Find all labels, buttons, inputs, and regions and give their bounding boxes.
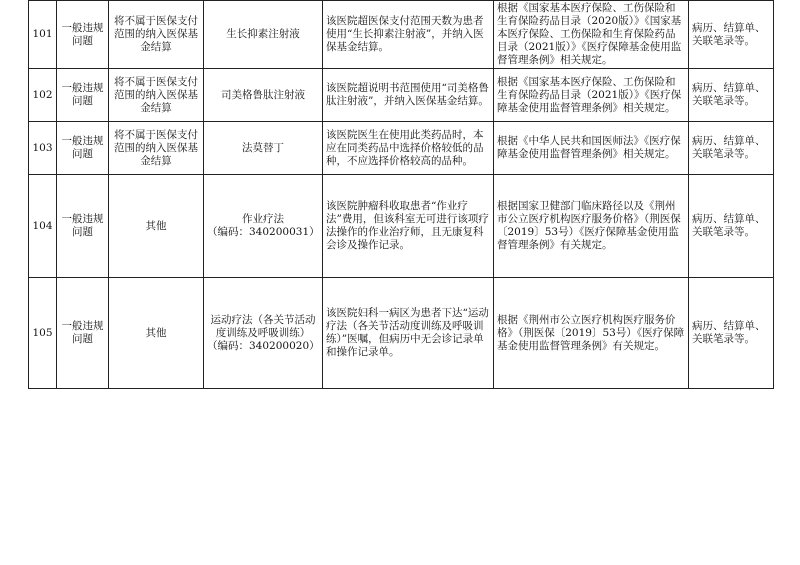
evidence-materials: 病历、结算单、关联笔录等。 — [689, 69, 774, 122]
project-name — [204, 1, 323, 69]
row-number: 105 — [29, 278, 57, 389]
legal-basis: 根据《国家基本医疗保险、工伤保险和生育保险药品目录（2020版）》《国家基本医疗保险、工伤保险和生育保险药品目录（2021版）》《医疗保障基金使用监督管理条例》相关规定。 — [494, 1, 689, 69]
issue-description: 该医院妇科一病区为患者下达“运动疗法（各关节活动度训练及呼吸训练）”医嘱，但病历中无会诊记录单和操作记录单。 — [323, 278, 494, 389]
issue-subtype: 其他 — [109, 278, 204, 389]
violation-table — [28, 0, 774, 389]
issue-subtype: 将不属于医保支付范围的纳入医保基金结算 — [109, 1, 204, 69]
issue-description: 该医院超说明书范围使用“司美格鲁肽注射液”，并纳入医保基金结算。 — [323, 69, 494, 122]
legal-basis: 根据《中华人民共和国医师法》《医疗保障基金使用监督管理条例》相关规定。 — [494, 122, 689, 175]
legal-basis: 根据《荆州市公立医疗机构医疗服务价格》（荆医保〔2019〕53号）《医疗保障基金使用监督管理条例》有关规定。 — [494, 278, 689, 389]
project-name — [204, 122, 323, 175]
project-line: 作业疗法 — [242, 213, 284, 225]
issue-category: 一般违规问题 — [57, 1, 109, 69]
project-line: 法莫替丁 — [242, 141, 284, 154]
issue-category: 一般违规问题 — [57, 175, 109, 278]
project-name — [204, 69, 323, 122]
evidence-materials: 病历、结算单、关联笔录等。 — [689, 175, 774, 278]
table-row — [29, 1, 774, 69]
issue-category: 一般违规问题 — [57, 122, 109, 175]
evidence-materials: 病历、结算单、关联笔录等。 — [689, 122, 774, 175]
row-number: 103 — [29, 122, 57, 175]
issue-category: 一般违规问题 — [57, 278, 109, 389]
row-number: 101 — [29, 1, 57, 69]
issue-category: 一般违规问题 — [57, 69, 109, 122]
project-code: （编码：340200020） — [207, 339, 320, 352]
table-row — [29, 69, 774, 122]
evidence-materials: 病历、结算单、关联笔录等。 — [689, 1, 774, 69]
issue-subtype: 将不属于医保支付范围的纳入医保基金结算 — [109, 69, 204, 122]
project-line: 运动疗法（各关节活动度训练及呼吸训练） — [210, 313, 316, 339]
legal-basis: 根据《国家基本医疗保险、工伤保险和生育保险药品目录（2021版）》《医疗保障基金使用监督管理条例》相关规定。 — [494, 69, 689, 122]
issue-description: 该医院肿瘤科收取患者“作业疗法”费用，但该科室无可进行该项疗法操作的作业治疗师，且无康复科会诊及操作记录。 — [323, 175, 494, 278]
table-row — [29, 175, 774, 278]
issue-subtype: 将不属于医保支付范围的纳入医保基金结算 — [109, 122, 204, 175]
row-number: 104 — [29, 175, 57, 278]
project-code: （编码：340200031） — [207, 226, 320, 238]
row-number: 102 — [29, 69, 57, 122]
issue-description: 该医院医生在使用此类药品时，本应在同类药品中选择价格较低的品种，不应选择价格较高的品种。 — [323, 122, 494, 175]
table-row — [29, 278, 774, 389]
issue-subtype: 其他 — [109, 175, 204, 278]
legal-basis: 根据国家卫健部门临床路径以及《荆州市公立医疗机构医疗服务价格》（荆医保〔2019〕53号）《医疗保障基金使用监督管理条例》有关规定。 — [494, 175, 689, 278]
project-line: 生长抑素注射液 — [226, 28, 300, 40]
table-row — [29, 122, 774, 175]
project-name — [204, 278, 323, 389]
project-line: 司美格鲁肽注射液 — [221, 88, 305, 101]
project-name — [204, 175, 323, 278]
issue-description: 该医院超医保支付范围天数为患者使用“生长抑素注射液”，并纳入医保基金结算。 — [323, 1, 494, 69]
evidence-materials: 病历、结算单、关联笔录等。 — [689, 278, 774, 389]
